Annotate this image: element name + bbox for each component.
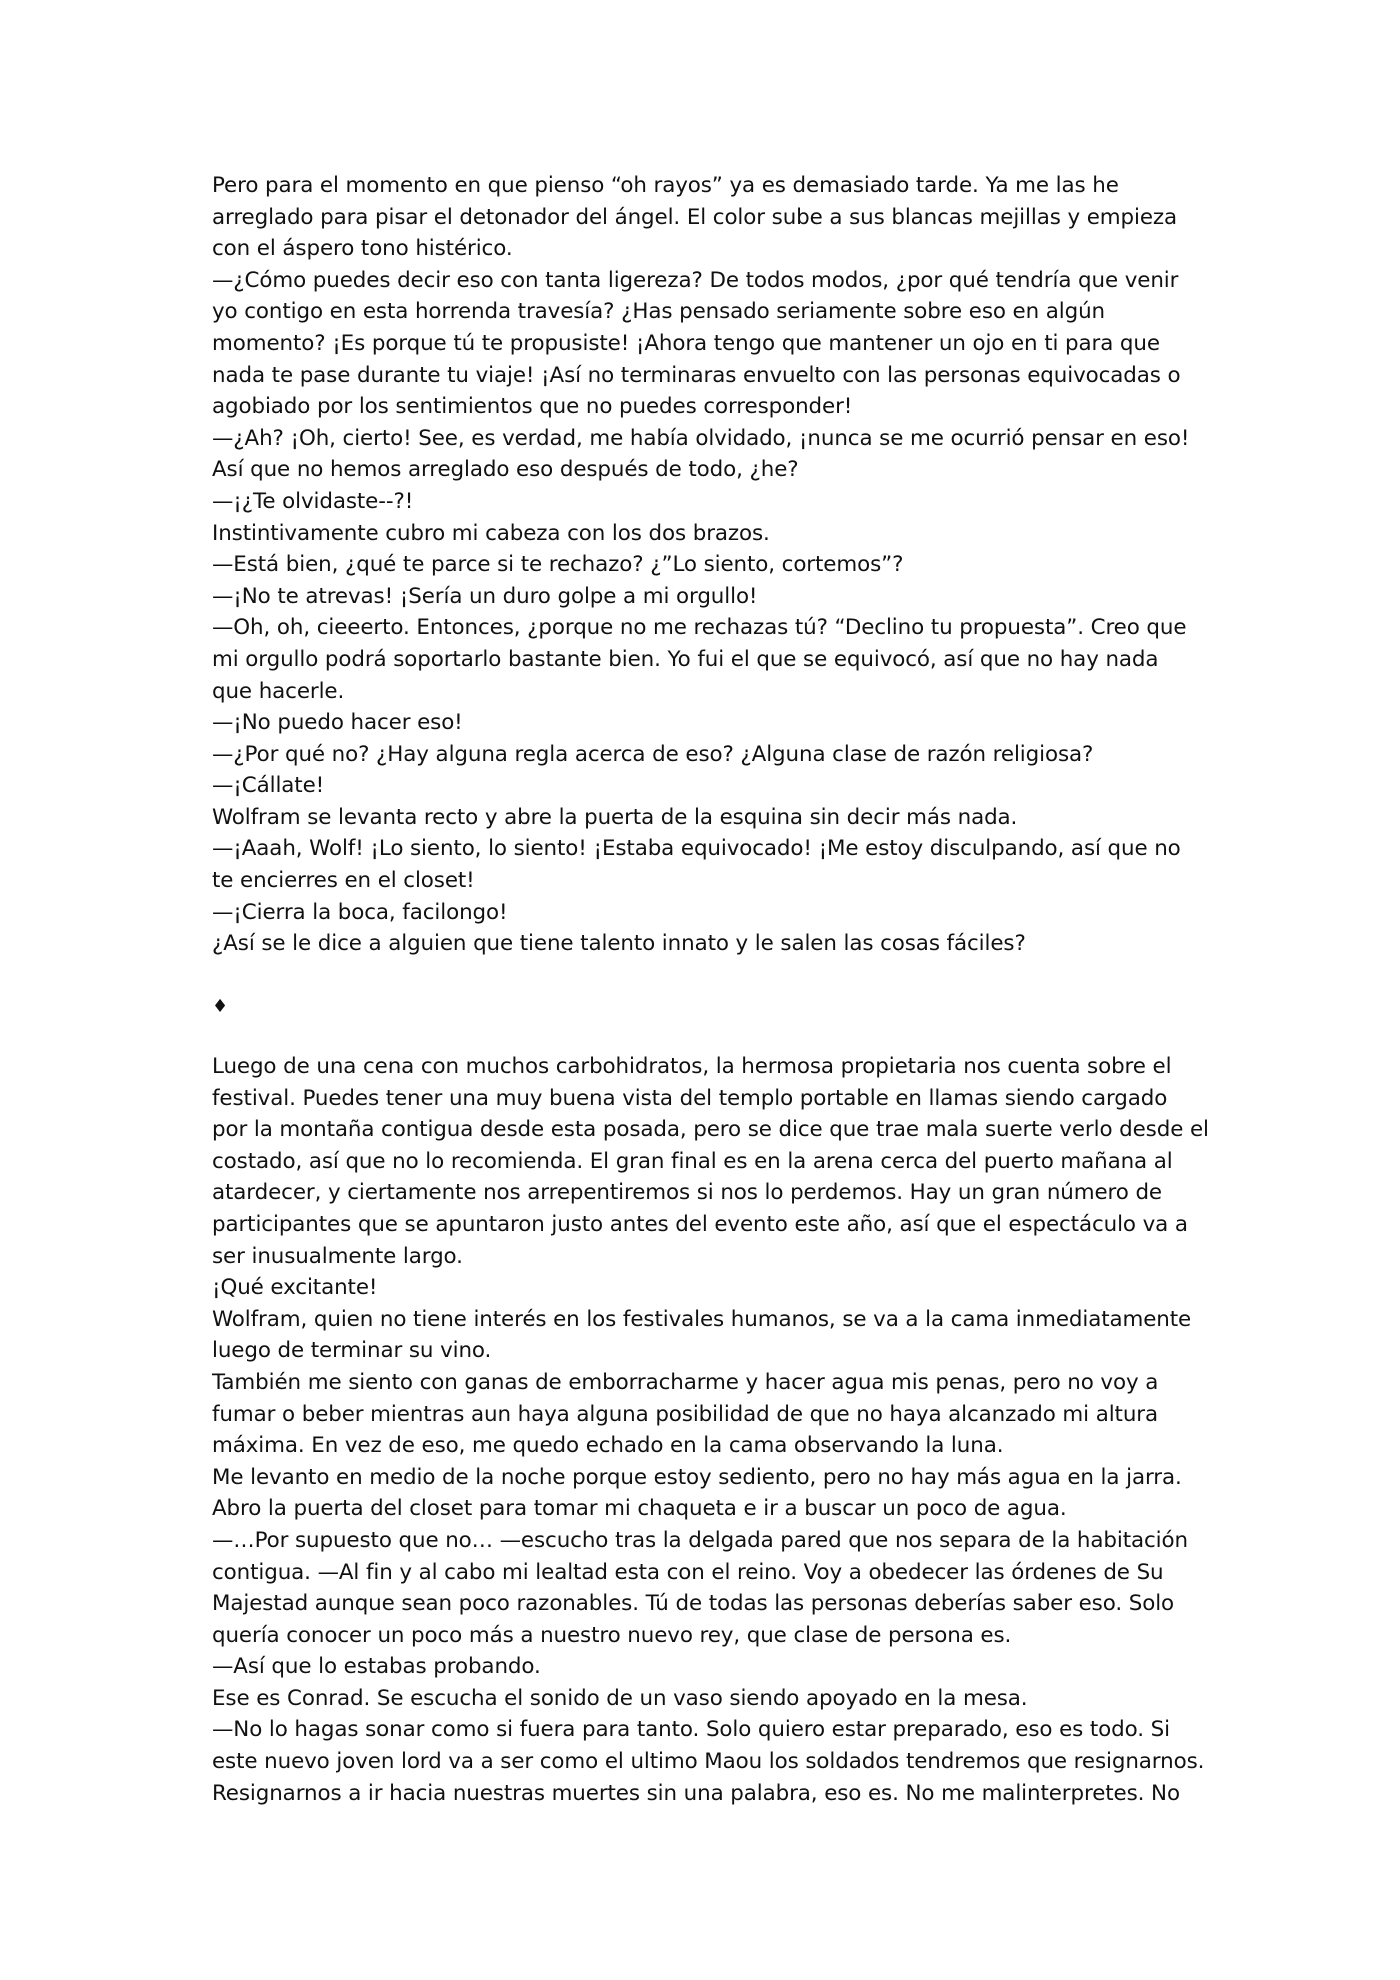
text-line: ¡Qué excitante! xyxy=(212,1275,378,1301)
section-separator-diamond: ♦ xyxy=(212,996,229,1017)
text-line: —¡Cierra la boca, facilongo! xyxy=(212,899,508,925)
text-line: ser inusualmente largo. xyxy=(212,1243,463,1269)
text-line: Majestad aunque sean poco razonables. Tú de todas las personas deberías saber eso. Solo xyxy=(212,1591,1175,1617)
text-line: Abro la puerta del closet para tomar mi chaqueta e ir a buscar un poco de agua. xyxy=(212,1496,1067,1522)
text-line: —No lo hagas sonar como si fuera para tanto. Solo quiero estar preparado, eso es todo. Si xyxy=(212,1717,1170,1743)
section-2-text xyxy=(212,1051,1212,1809)
text-line: este nuevo joven lord va a ser como el ultimo Maou los soldados tendremos que resignarnos. xyxy=(212,1749,1205,1775)
text-line: yo contigo en esta horrenda travesía? ¿Has pensado seriamente sobre eso en algún xyxy=(212,299,1106,325)
text-line: contigua. —Al fin y al cabo mi lealtad esta con el reino. Voy a obedecer las órdenes de Su xyxy=(212,1559,1164,1585)
text-line: —¡Cállate! xyxy=(212,773,325,799)
text-line: Me levanto en medio de la noche porque estoy sediento, pero no hay más agua en la jarra. xyxy=(212,1464,1182,1490)
text-line: —¡No te atrevas! ¡Sería un duro golpe a mi orgullo! xyxy=(212,583,758,609)
text-line: Así que no hemos arreglado eso después de todo, ¿he? xyxy=(212,457,799,483)
text-line: agobiado por los sentimientos que no puedes corresponder! xyxy=(212,394,853,420)
text-line: Wolfram se levanta recto y abre la puerta de la esquina sin decir más nada. xyxy=(212,804,1018,830)
section-1-text xyxy=(212,170,1212,960)
text-line: —¿Por qué no? ¿Hay alguna regla acerca de eso? ¿Alguna clase de razón religiosa? xyxy=(212,741,1094,767)
text-line: —Oh, oh, cieeerto. Entonces, ¿porque no me rechazas tú? “Declino tu propuesta”. Creo que xyxy=(212,615,1187,641)
text-line: por la montaña contigua desde esta posada, pero se dice que trae mala suerte verlo desde el xyxy=(212,1117,1209,1143)
text-line: Instintivamente cubro mi cabeza con los dos brazos. xyxy=(212,520,770,546)
text-line: costado, así que no lo recomienda. El gran final es en la arena cerca del puerto mañana al xyxy=(212,1148,1173,1174)
text-line: —Así que lo estabas probando. xyxy=(212,1654,541,1680)
text-line: momento? ¡Es porque tú te propusiste! ¡Ahora tengo que mantener un ojo en ti para que xyxy=(212,330,1160,356)
text-line: También me siento con ganas de emborracharme y hacer agua mis penas, pero no voy a xyxy=(212,1369,1159,1395)
text-line: —¿Cómo puedes decir eso con tanta ligereza? De todos modos, ¿por qué tendría que venir xyxy=(212,267,1179,293)
text-line: Pero para el momento en que pienso “oh rayos” ya es demasiado tarde. Ya me las he xyxy=(212,173,1119,198)
text-line: —Está bien, ¿qué te parce si te rechazo? ¿”Lo siento, cortemos”? xyxy=(212,552,904,578)
text-line: Wolfram, quien no tiene interés en los festivales humanos, se va a la cama inmediatamente xyxy=(212,1306,1192,1332)
text-line: ¿Así se le dice a alguien que tiene talento innato y le salen las cosas fáciles? xyxy=(212,931,1026,957)
text-line: —¡No puedo hacer eso! xyxy=(212,710,463,736)
text-line: que hacerle. xyxy=(212,678,345,704)
text-line: —¡Aaah, Wolf! ¡Lo siento, lo siento! ¡Estaba equivocado! ¡Me estoy disculpando, así que no xyxy=(212,836,1181,862)
text-line: fumar o beber mientras aun haya alguna posibilidad de que no haya alcanzado mi altura xyxy=(212,1401,1159,1427)
text-line: Resignarnos a ir hacia nuestras muertes sin una palabra, eso es. No me malinterpretes. No xyxy=(212,1780,1180,1806)
text-line: te encierres en el closet! xyxy=(212,868,475,894)
text-line: con el áspero tono histérico. xyxy=(212,236,513,262)
text-line: luego de terminar su vino. xyxy=(212,1338,492,1364)
text-line: —¿Ah? ¡Oh, cierto! See, es verdad, me había olvidado, ¡nunca se me ocurrió pensar en eso! xyxy=(212,425,1190,451)
text-line: mi orgullo podrá soportarlo bastante bien. Yo fui el que se equivocó, así que no hay nada xyxy=(212,646,1159,672)
text-line: máxima. En vez de eso, me quedo echado en la cama observando la luna. xyxy=(212,1433,1004,1459)
text-line: Ese es Conrad. Se escucha el sonido de un vaso siendo apoyado en la mesa. xyxy=(212,1685,1028,1711)
text-line: —¡¿Te olvidaste--?! xyxy=(212,488,414,514)
text-line: atardecer, y ciertamente nos arrepentiremos si nos lo perdemos. Hay un gran número de xyxy=(212,1180,1162,1206)
text-line: festival. Puedes tener una muy buena vista del templo portable en llamas siendo cargado xyxy=(212,1085,1168,1111)
text-line: —…Por supuesto que no… —escucho tras la delgada pared que nos separa de la habitación xyxy=(212,1527,1188,1553)
text-line: participantes que se apuntaron justo antes del evento este año, así que el espectáculo va a xyxy=(212,1211,1188,1237)
text-line: quería conocer un poco más a nuestro nuevo rey, que clase de persona es. xyxy=(212,1622,1012,1648)
text-line: nada te pase durante tu viaje! ¡Así no terminaras envuelto con las personas equivocadas o xyxy=(212,362,1181,388)
text-line: arreglado para pisar el detonador del ángel. El color sube a sus blancas mejillas y empieza xyxy=(212,204,1178,230)
text-line: Luego de una cena con muchos carbohidratos, la hermosa propietaria nos cuenta sobre el xyxy=(212,1054,1172,1079)
